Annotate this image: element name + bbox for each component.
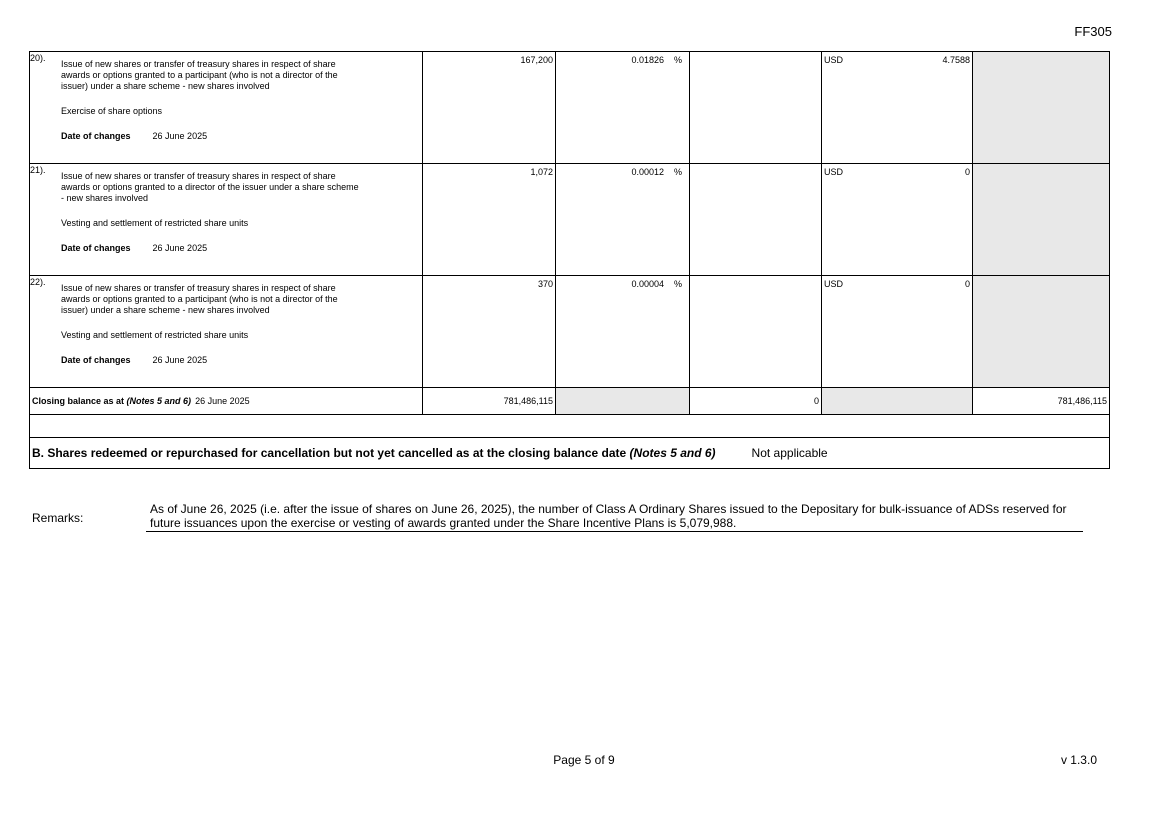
shaded-cell [973, 276, 1110, 388]
page-number: Page 5 of 9 [553, 753, 615, 767]
section-b-note: (Notes 5 and 6) [629, 446, 716, 460]
price-cell [822, 276, 973, 388]
closing-date: 26 June 2025 [195, 396, 250, 406]
date-label: Date of changes [61, 243, 131, 253]
entry-date-line [30, 131, 422, 141]
entry-description-cell [30, 52, 423, 164]
currency: USD [824, 279, 844, 289]
date-value: 26 June 2025 [152, 243, 208, 253]
price-value: 4.7588 [942, 55, 970, 65]
date-value: 26 June 2025 [152, 355, 208, 365]
entry-description-cell [30, 164, 423, 276]
shares-cell: 167,200 [423, 52, 556, 164]
remarks-label: Remarks: [32, 511, 84, 525]
closing-balance-row [30, 388, 1110, 415]
entry-number: 21). [30, 165, 46, 175]
currency: USD [824, 55, 844, 65]
entry-number: 20). [30, 53, 46, 63]
form-code: FF305 [1074, 24, 1112, 39]
entry-date-line [30, 243, 422, 253]
spacer-cell [30, 415, 1110, 438]
date-value: 26 June 2025 [152, 131, 208, 141]
shaded-cell [973, 164, 1110, 276]
version-label: v 1.3.0 [1060, 753, 1097, 767]
price-cell [822, 164, 973, 276]
closing-label-cell [30, 388, 423, 415]
entry-event: Exercise of share options [61, 106, 163, 116]
closing-total: 781,486,115 [973, 388, 1110, 415]
section-b-value: Not applicable [751, 446, 828, 460]
section-b-label: B. Shares redeemed or repurchased for cancellation but not yet cancelled as at the closing balance date [32, 446, 627, 460]
price-value: 0 [964, 279, 970, 289]
percent-cell [556, 164, 690, 276]
entry-description: Issue of new shares or transfer of treasury shares in respect of share awards or options granted to a participant (who is not a director of the issuer) under a share scheme - new shares involved [61, 59, 338, 91]
percent-value: 0.00004 [631, 279, 664, 289]
empty-cell [690, 164, 822, 276]
section-b-row [30, 438, 1110, 469]
entry-event: Vesting and settlement of restricted share units [61, 330, 249, 340]
percent-sign: % [673, 55, 682, 65]
shaded-cell [556, 388, 690, 415]
remarks-text: As of June 26, 2025 (i.e. after the issue of shares on June 26, 2025), the number of Class A Ordinary Shares issued to the Depositary for bulk-issuance of ADSs reserved for future issuances upon the exercise or vesting of awards granted under the Share Incentive Plans is 5,079,988. [150, 502, 1067, 530]
remarks-underline [146, 531, 1083, 532]
entry-event: Vesting and settlement of restricted share units [61, 218, 249, 228]
empty-cell [690, 52, 822, 164]
percent-value: 0.01826 [631, 55, 664, 65]
entry-description-cell [30, 276, 423, 388]
table-row-21 [30, 164, 1110, 276]
section-b-cell [30, 438, 1110, 469]
share-movements-table [29, 51, 1110, 469]
currency: USD [824, 167, 844, 177]
closing-label: Closing balance as at [32, 396, 125, 406]
table-row-22 [30, 276, 1110, 388]
spacer-row [30, 415, 1110, 438]
closing-shares: 781,486,115 [423, 388, 556, 415]
percent-value: 0.00012 [631, 167, 664, 177]
shaded-cell [973, 52, 1110, 164]
closing-treasury: 0 [690, 388, 822, 415]
table-row-20 [30, 52, 1110, 164]
closing-note: (Notes 5 and 6) [126, 396, 192, 406]
date-label: Date of changes [61, 131, 131, 141]
percent-sign: % [673, 167, 682, 177]
shares-cell: 370 [423, 276, 556, 388]
percent-cell [556, 52, 690, 164]
empty-cell [690, 276, 822, 388]
entry-number: 22). [30, 277, 46, 287]
date-label: Date of changes [61, 355, 131, 365]
price-value: 0 [964, 167, 970, 177]
shares-cell: 1,072 [423, 164, 556, 276]
entry-date-line [30, 355, 422, 365]
price-cell [822, 52, 973, 164]
entry-description: Issue of new shares or transfer of treasury shares in respect of share awards or options granted to a director of the issuer under a share scheme - new shares involved [61, 171, 359, 203]
entry-description: Issue of new shares or transfer of treasury shares in respect of share awards or options granted to a participant (who is not a director of the issuer) under a share scheme - new shares involved [61, 283, 338, 315]
percent-cell [556, 276, 690, 388]
shaded-cell [822, 388, 973, 415]
percent-sign: % [673, 279, 682, 289]
